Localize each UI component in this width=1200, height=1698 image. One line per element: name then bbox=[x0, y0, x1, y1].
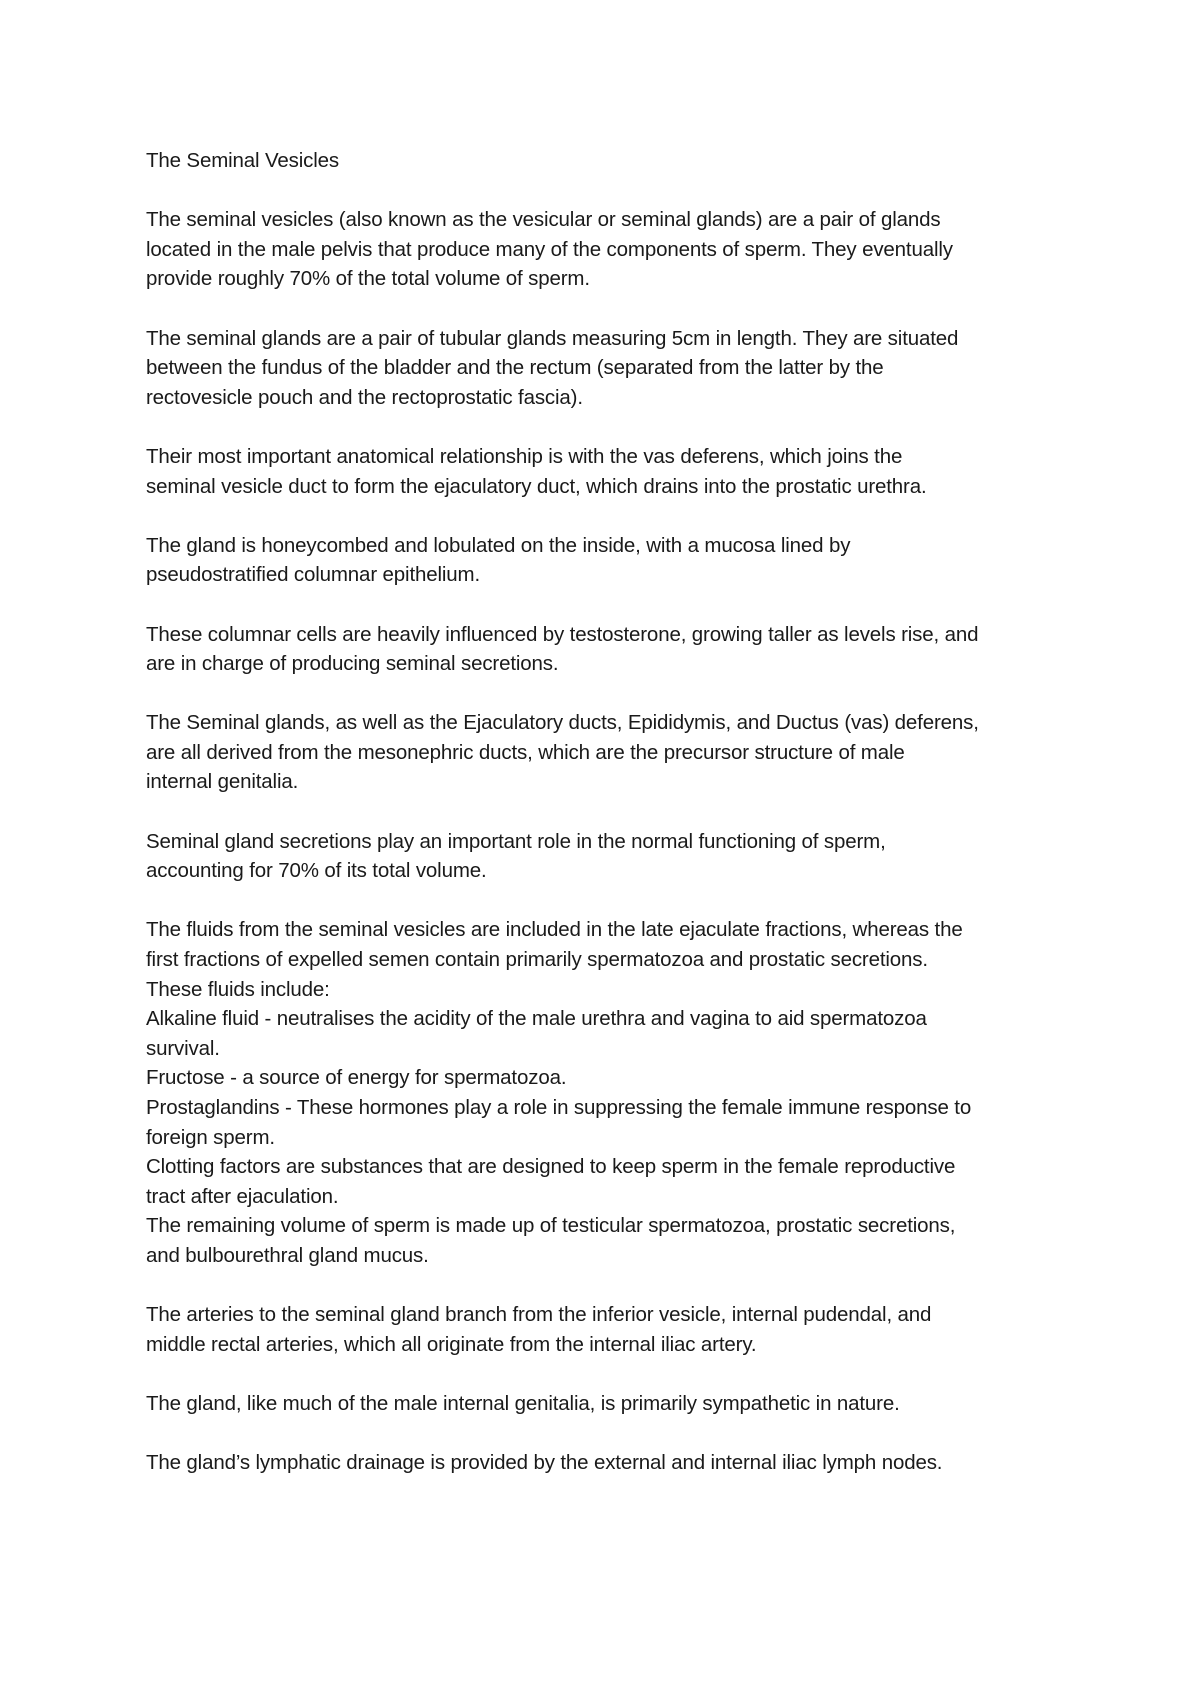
paragraph-gap bbox=[146, 1419, 1076, 1449]
document-lines bbox=[146, 205, 1076, 1478]
text-line: The Seminal glands, as well as the Ejaculatory ducts, Epididymis, and Ductus (vas) deferens, bbox=[146, 711, 979, 735]
text-line: The gland’s lymphatic drainage is provided by the external and internal iliac lymph nodes. bbox=[146, 1451, 943, 1475]
text-line: Their most important anatomical relationship is with the vas deferens, which joins the bbox=[146, 444, 903, 468]
paragraph-gap bbox=[146, 412, 1076, 442]
text-line: are all derived from the mesonephric ducts, which are the precursor structure of male bbox=[146, 740, 905, 764]
text-line: Seminal gland secretions play an important role in the normal functioning of sperm, bbox=[146, 829, 886, 853]
text-line: These columnar cells are heavily influenced by testosterone, growing taller as levels rise, and bbox=[146, 622, 979, 646]
text-line: provide roughly 70% of the total volume of sperm. bbox=[146, 267, 590, 291]
text-line: Prostaglandins - These hormones play a role in suppressing the female immune response to bbox=[146, 1096, 972, 1119]
paragraph-gap bbox=[146, 679, 1076, 709]
text-line: pseudostratified columnar epithelium. bbox=[146, 563, 481, 587]
text-line: tract after ejaculation. bbox=[146, 1184, 339, 1208]
document-body bbox=[146, 146, 1076, 1478]
paragraph-gap bbox=[146, 1359, 1076, 1389]
text-line: located in the male pelvis that produce many of the components of sperm. They eventually bbox=[146, 237, 953, 261]
text-line: survival. bbox=[146, 1036, 220, 1060]
text-line: are in charge of producing seminal secretions. bbox=[146, 652, 559, 676]
text-line: middle rectal arteries, which all originate from the internal iliac artery. bbox=[146, 1332, 757, 1356]
text-line: The remaining volume of sperm is made up of testicular spermatozoa, prostatic secretions, bbox=[146, 1214, 956, 1238]
text-line: accounting for 70% of its total volume. bbox=[146, 859, 487, 883]
text-line: The gland, like much of the male internal genitalia, is primarily sympathetic in nature. bbox=[146, 1391, 900, 1415]
text-line: seminal vesicle duct to form the ejaculatory duct, which drains into the prostatic urethra. bbox=[146, 474, 927, 498]
text-line: foreign sperm. bbox=[146, 1125, 275, 1149]
text-line: and bulbourethral gland mucus. bbox=[146, 1243, 429, 1267]
paragraph-gap bbox=[146, 294, 1076, 324]
paragraph-gap bbox=[146, 797, 1076, 827]
paragraph-gap bbox=[146, 1271, 1076, 1301]
text-line: The arteries to the seminal gland branch from the inferior vesicle, internal pudendal, and bbox=[146, 1303, 932, 1327]
text-line: These fluids include: bbox=[146, 977, 330, 1001]
paragraph-gap bbox=[146, 176, 1076, 206]
text-line: The gland is honeycombed and lobulated on the inside, with a mucosa lined by bbox=[146, 533, 851, 557]
text-line: between the fundus of the bladder and the rectum (separated from the latter by the bbox=[146, 356, 884, 380]
text-line: The fluids from the seminal vesicles are included in the late ejaculate fractions, whereas the bbox=[146, 918, 963, 942]
text-line: first fractions of expelled semen contain primarily spermatozoa and prostatic secretions. bbox=[146, 948, 928, 972]
text-line: The seminal glands are a pair of tubular glands measuring 5cm in length. They are situated bbox=[146, 326, 959, 350]
paragraph-gap bbox=[146, 501, 1076, 531]
text-line: internal genitalia. bbox=[146, 770, 299, 794]
document-title: The Seminal Vesicles bbox=[146, 149, 339, 172]
text-line: rectovesicle pouch and the rectoprostatic fascia). bbox=[146, 385, 583, 409]
text-line: Clotting factors are substances that are designed to keep sperm in the female reproductive bbox=[146, 1155, 956, 1179]
paragraph-gap bbox=[146, 590, 1076, 620]
text-line: The seminal vesicles (also known as the vesicular or seminal glands) are a pair of glands bbox=[146, 208, 941, 232]
text-line: Alkaline fluid - neutralises the acidity of the male urethra and vagina to aid spermatozoa bbox=[146, 1007, 927, 1031]
paragraph-gap bbox=[146, 886, 1076, 916]
text-line: Fructose - a source of energy for spermatozoa. bbox=[146, 1066, 567, 1090]
